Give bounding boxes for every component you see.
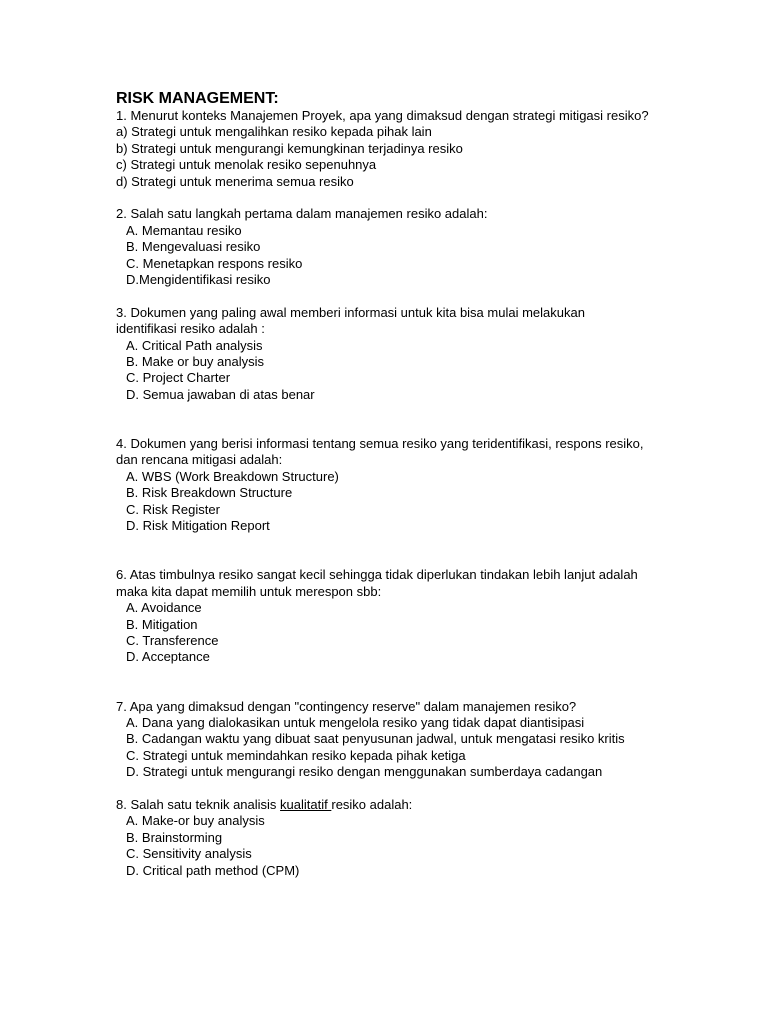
answer-option: A. Make-or buy analysis (126, 813, 265, 829)
answer-option: B. Risk Breakdown Structure (126, 485, 293, 501)
question-3 (116, 305, 728, 403)
question-2 (116, 206, 728, 288)
answer-option: A. WBS (Work Breakdown Structure) (126, 468, 339, 484)
document-title: RISK MANAGEMENT: (116, 90, 279, 107)
underlined-term: kualitatif (280, 796, 332, 812)
answer-option: B. Mengevaluasi resiko (126, 239, 261, 255)
question-text: dan rencana mitigasi adalah: (116, 452, 283, 468)
question-text (116, 797, 728, 813)
question-text: 6. Atas timbulnya resiko sangat kecil sehingga tidak diperlukan tindakan lebih lanjut adalah (116, 567, 638, 583)
answer-option: C. Strategi untuk memindahkan resiko kepada pihak ketiga (126, 747, 466, 763)
answer-option: A. Avoidance (126, 600, 202, 616)
question-text: 4. Dokumen yang berisi informasi tentang semua resiko yang teridentifikasi, respons resiko, (116, 436, 644, 452)
answer-option: b) Strategi untuk mengurangi kemungkinan terjadinya resiko (116, 140, 463, 156)
question-text: 7. Apa yang dimaksud dengan "contingency reserve" dalam manajemen resiko? (116, 698, 577, 714)
answer-option: B. Cadangan waktu yang dibuat saat penyusunan jadwal, untuk mengatasi resiko kritis (126, 731, 625, 747)
answer-option: D. Semua jawaban di atas benar (126, 386, 315, 402)
question-8 (116, 797, 728, 879)
answer-option: B. Brainstorming (126, 829, 223, 845)
question-text: maka kita dapat memilih untuk merespon sbb: (116, 583, 382, 599)
answer-option: B. Mitigation (126, 616, 198, 632)
question-7 (116, 699, 728, 781)
question-6 (116, 567, 728, 665)
answer-option: B. Make or buy analysis (126, 354, 265, 370)
question-text: 1. Menurut konteks Manajemen Proyek, apa yang dimaksud dengan strategi mitigasi resiko? (116, 108, 649, 123)
question-4 (116, 436, 728, 534)
answer-option: C. Risk Register (126, 501, 220, 517)
answer-option: C. Project Charter (126, 370, 231, 386)
answer-option: C. Transference (126, 632, 219, 648)
answer-option: c) Strategi untuk menolak resiko sepenuhnya (116, 157, 377, 173)
answer-option: D. Strategi untuk mengurangi resiko dengan menggunakan sumberdaya cadangan (126, 764, 603, 780)
question-text-start: 8. Salah satu teknik analisis (116, 796, 281, 812)
answer-option: D. Acceptance (126, 649, 210, 665)
answer-option: C. Menetapkan respons resiko (126, 255, 303, 271)
answer-option: D. Risk Mitigation Report (126, 518, 270, 534)
question-text: identifikasi resiko adalah : (116, 321, 265, 337)
answer-option: d) Strategi untuk menerima semua resiko (116, 173, 354, 189)
answer-option: D. Critical path method (CPM) (126, 862, 300, 878)
answer-option: C. Sensitivity analysis (126, 846, 252, 862)
question-1 (116, 108, 728, 190)
question-text: 3. Dokumen yang paling awal memberi informasi untuk kita bisa mulai melakukan (116, 304, 585, 320)
answer-option: a) Strategi untuk mengalihkan resiko kepada pihak lain (116, 124, 432, 140)
answer-option: A. Critical Path analysis (126, 337, 263, 353)
answer-option: A. Dana yang dialokasikan untuk mengelola resiko yang tidak dapat diantisipasi (126, 714, 585, 730)
answer-option: A. Memantau resiko (126, 222, 242, 238)
question-text-end: resiko adalah: (331, 796, 413, 812)
answer-option: D.Mengidentifikasi resiko (126, 272, 271, 288)
question-text: 2. Salah satu langkah pertama dalam manajemen resiko adalah: (116, 206, 488, 222)
